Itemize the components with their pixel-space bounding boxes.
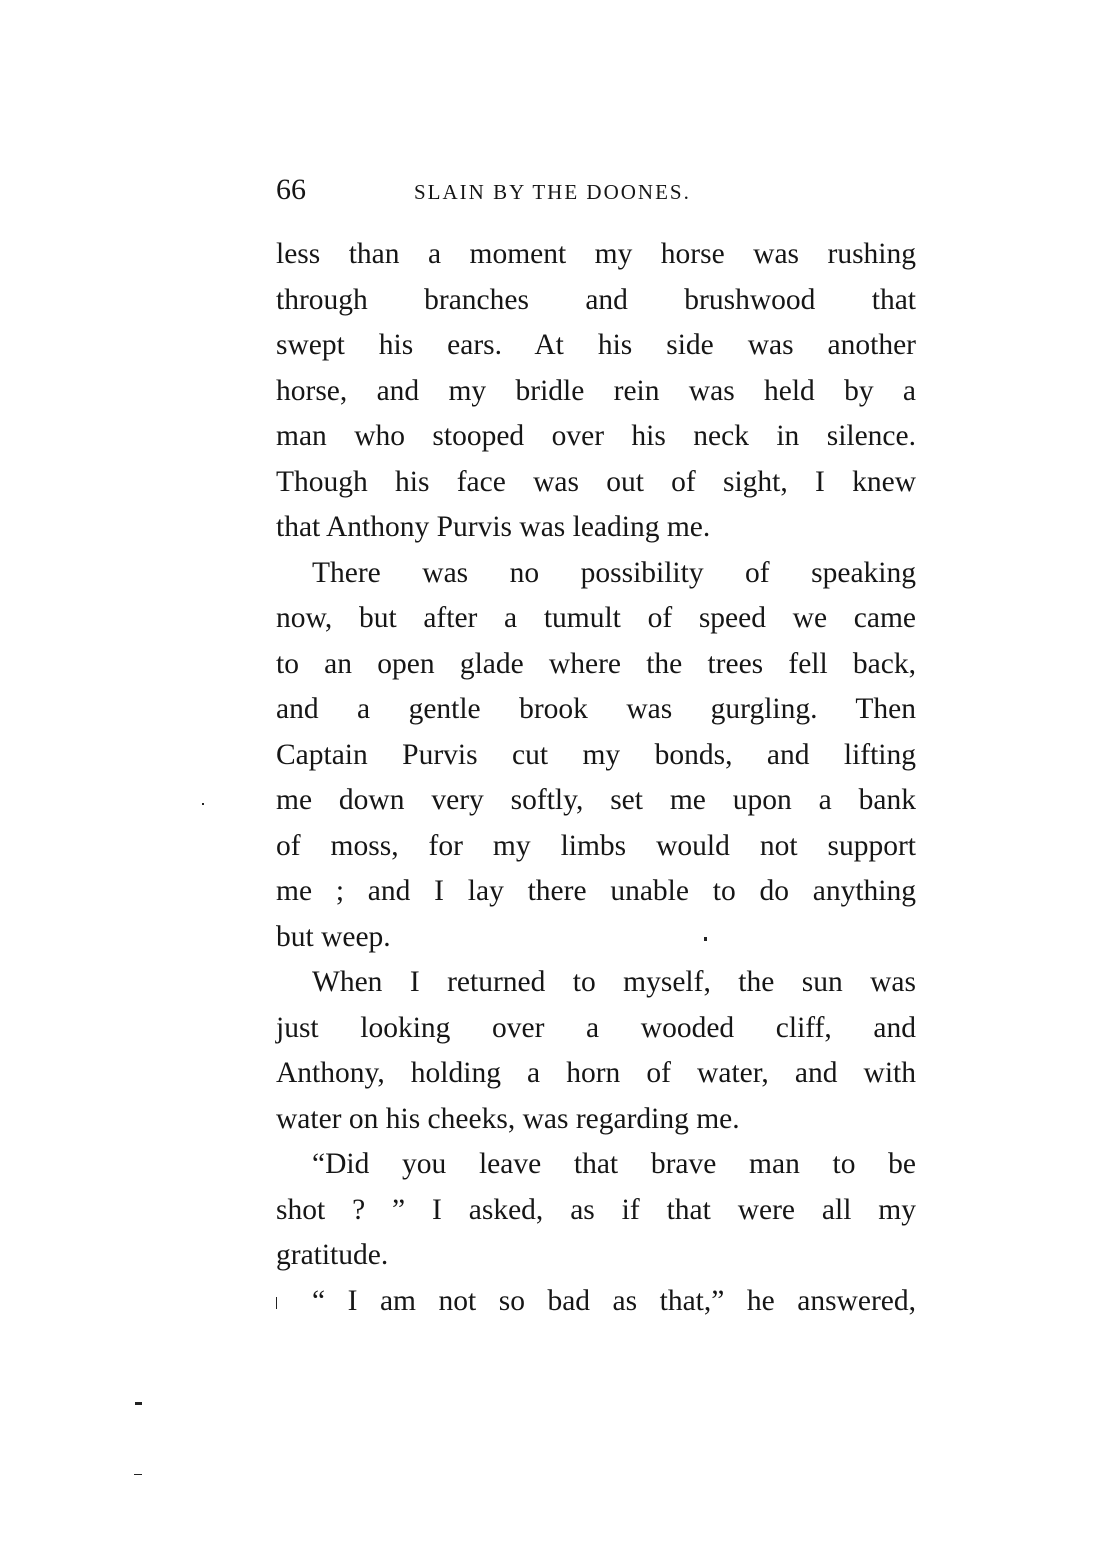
scan-speck: [704, 937, 707, 941]
text-line: but weep.: [276, 920, 391, 953]
paragraph: [276, 1142, 916, 1279]
page-header: [276, 168, 916, 212]
paragraph: [276, 960, 916, 1142]
scan-speck: [135, 1402, 142, 1405]
text-line: less than a moment my horse was rushing: [276, 238, 916, 270]
text-line: horse, and my bridle rein was held by a: [276, 374, 916, 407]
text-line: of moss, for my limbs would not support: [276, 829, 916, 862]
text-line: now, but after a tumult of speed we came: [276, 602, 916, 634]
text-line: When I returned to myself, the sun was: [312, 966, 916, 998]
page-number: 66: [276, 173, 306, 206]
text-line: and a gentle brook was gurgling. Then: [276, 693, 916, 725]
text-line: Anthony, holding a horn of water, and with: [276, 1057, 916, 1089]
text-line: to an open glade where the trees fell back,: [276, 647, 916, 680]
text-line: Though his face was out of sight, I knew: [276, 465, 916, 498]
text-line: There was no possibility of speaking: [312, 556, 916, 589]
text-line: swept his ears. At his side was another: [276, 329, 916, 361]
text-line: me down very softly, set me upon a bank: [276, 784, 916, 816]
paragraph: [276, 1279, 916, 1325]
scan-speck: [276, 1297, 277, 1309]
text-line: just looking over a wooded cliff, and: [276, 1011, 916, 1044]
text-line: “Did you leave that brave man to be: [312, 1148, 916, 1180]
text-line: me ; and I lay there unable to do anything: [276, 875, 916, 907]
scan-speck: [202, 803, 204, 805]
text-line: “ I am not so bad as that,” he answered,: [312, 1284, 916, 1317]
text-line: man who stooped over his neck in silence.: [276, 420, 916, 452]
paragraph: [276, 551, 916, 961]
text-line: gratitude.: [276, 1239, 389, 1271]
text-line: shot ? ” I asked, as if that were all my: [276, 1193, 916, 1226]
scan-speck: [134, 1474, 142, 1475]
text-line: that Anthony Purvis was leading me.: [276, 511, 711, 543]
text-line: through branches and brushwood that: [276, 283, 916, 316]
text-line: Captain Purvis cut my bonds, and lifting: [276, 738, 916, 771]
paragraph: [276, 232, 916, 551]
running-title: SLAIN BY THE DOONES.: [414, 180, 691, 204]
body-text: [276, 232, 916, 1324]
text-line: water on his cheeks, was regarding me.: [276, 1102, 740, 1135]
